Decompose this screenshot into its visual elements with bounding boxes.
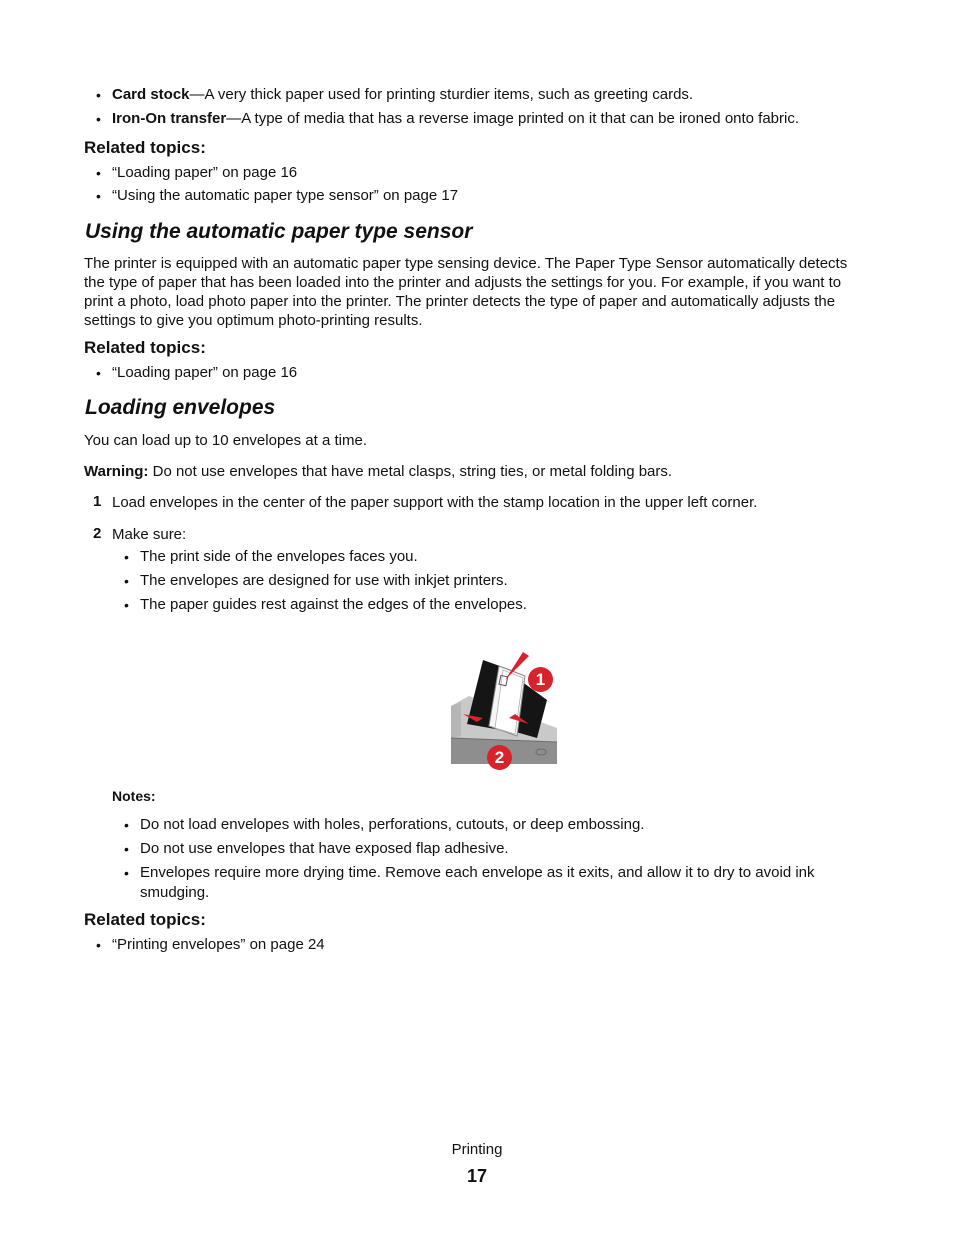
body-line: settings to give you optimum photo-printing results. [84,312,423,329]
related-link[interactable]: • “Loading paper” on page 16 [112,364,297,382]
callout-1: 1 [528,667,553,692]
term: Iron-On transfer [112,110,227,127]
step-text: Load envelopes in the center of the paper support with the stamp location in the upper left corner. [112,494,758,511]
definition: —A type of media that has a reverse image printed on it that can be ironed onto fabric. [226,110,800,127]
bullet-iron-on [112,110,799,128]
warning [84,462,672,481]
step-number: 2 [93,525,102,542]
body-line: print a photo, load photo paper into the printer. The printer detects the type of paper and automatically adjusts the [84,293,836,310]
related-link[interactable]: • “Printing envelopes” on page 24 [112,936,325,954]
section-title-envelopes: Loading envelopes [85,396,276,419]
note-item: • Do not use envelopes that have exposed flap adhesive. [140,840,509,858]
related-link[interactable]: • “Loading paper” on page 16 [112,164,297,182]
related-link[interactable]: • “Using the automatic paper type sensor” on page 17 [112,187,458,205]
step-text: Make sure: [112,526,187,543]
sub-bullet: • The paper guides rest against the edges of the envelopes. [140,596,527,614]
term: Card stock [112,86,190,103]
body-line: the type of paper that has been loaded into the printer and adjusts the settings for you. For example, if you want to [84,274,842,291]
bullet-card-stock [112,86,693,104]
page-number: 17 [466,1166,488,1186]
body-line: The printer is equipped with an automatic paper type sensing device. The Paper Type Sensor automatically detects [84,255,848,272]
section-title-sensor: Using the automatic paper type sensor [85,220,473,243]
related-topics-heading: Related topics: [84,138,206,157]
sub-bullet: • The envelopes are designed for use with inkjet printers. [140,572,508,590]
note-item: • Envelopes require more drying time. Remove each envelope as it exits, and allow it to dry to avoid ink [140,864,815,882]
envelopes-intro: You can load up to 10 envelopes at a time. [84,432,367,449]
related-topics-heading: Related topics: [84,910,206,929]
definition: —A very thick paper used for printing sturdier items, such as greeting cards. [189,86,694,103]
warning-label: Warning: [84,463,149,480]
callout-2: 2 [487,745,512,770]
related-topics-heading: Related topics: [84,338,206,357]
warning-text: Do not use envelopes that have metal clasps, string ties, or metal folding bars. [148,463,673,480]
notes-label: Notes: [112,788,156,804]
note-item-continuation: smudging. [140,884,210,901]
sub-bullet: • The print side of the envelopes faces you. [140,548,418,566]
footer-section: Printing [451,1141,503,1158]
step-number: 1 [93,493,102,510]
note-item: • Do not load envelopes with holes, perforations, cutouts, or deep embossing. [140,816,644,834]
